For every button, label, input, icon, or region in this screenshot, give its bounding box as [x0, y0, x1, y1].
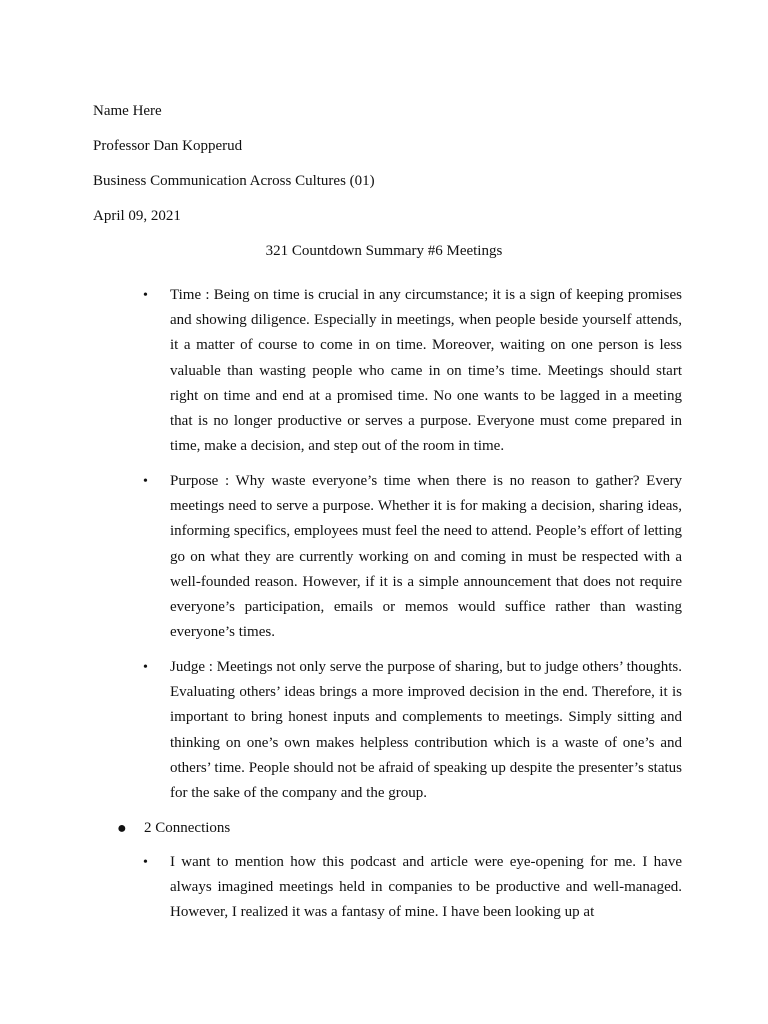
bullet-icon: • [143, 474, 148, 489]
document-title: 321 Countdown Summary #6 Meetings [265, 243, 503, 259]
document-date: April 09, 2021 [93, 208, 181, 224]
section-heading-connections: 2 Connections [144, 820, 231, 836]
bullet-icon: • [143, 288, 148, 303]
paragraph-purpose: Purpose : Why waste everyone’s time when there is no reason to gather? Every meetings need to serve a purpose. Whether it is for making a decision, sharing ideas, informing specifics, employees must feel the need to attend. People’s effort of letting go on what they are currently working on and coming in must be respected with a well-founded reason. However, if it is a simple announcement that does not require everyone’s participation, emails or memos would suffice rather than wasting everyone’s times. [170, 473, 682, 641]
professor-name: Professor Dan Kopperud [93, 138, 243, 154]
paragraph-judge: Judge : Meetings not only serve the purpose of sharing, but to judge others’ thoughts. Evaluating others’ ideas brings a more improved decision in the end. Therefore, it is important to bring honest inputs and complements to meetings. Simply sitting and thinking on one’s own makes helpless contribution which is a waste of one’s and others’ time. People should not be afraid of speaking up despite the presenter’s status for the sake of the company and the group. [170, 659, 682, 802]
author-name: Name Here [93, 103, 162, 119]
bullet-icon: • [143, 660, 148, 675]
bullet-icon: ● [117, 820, 127, 837]
course-name: Business Communication Across Cultures (01) [93, 173, 375, 189]
bullet-icon: • [143, 855, 148, 870]
paragraph-time: Time : Being on time is crucial in any circumstance; it is a sign of keeping promises and showing diligence. Especially in meetings, when people beside yourself attends, it a matter of course to come in on time. Moreover, waiting on one person is less valuable than wasting people who came in on time’s time. Meetings should start right on time and end at a promised time. No one wants to be lagged in a meeting that is no longer productive or serves a purpose. Everyone must come prepared in time, make a decision, and step out of the room in time. [170, 287, 682, 455]
paragraph-connection-1: I want to mention how this podcast and article were eye-opening for me. I have always imagined meetings held in companies to be productive and well-managed. However, I realized it was a fantasy of mine. I have been looking up at [170, 854, 682, 921]
